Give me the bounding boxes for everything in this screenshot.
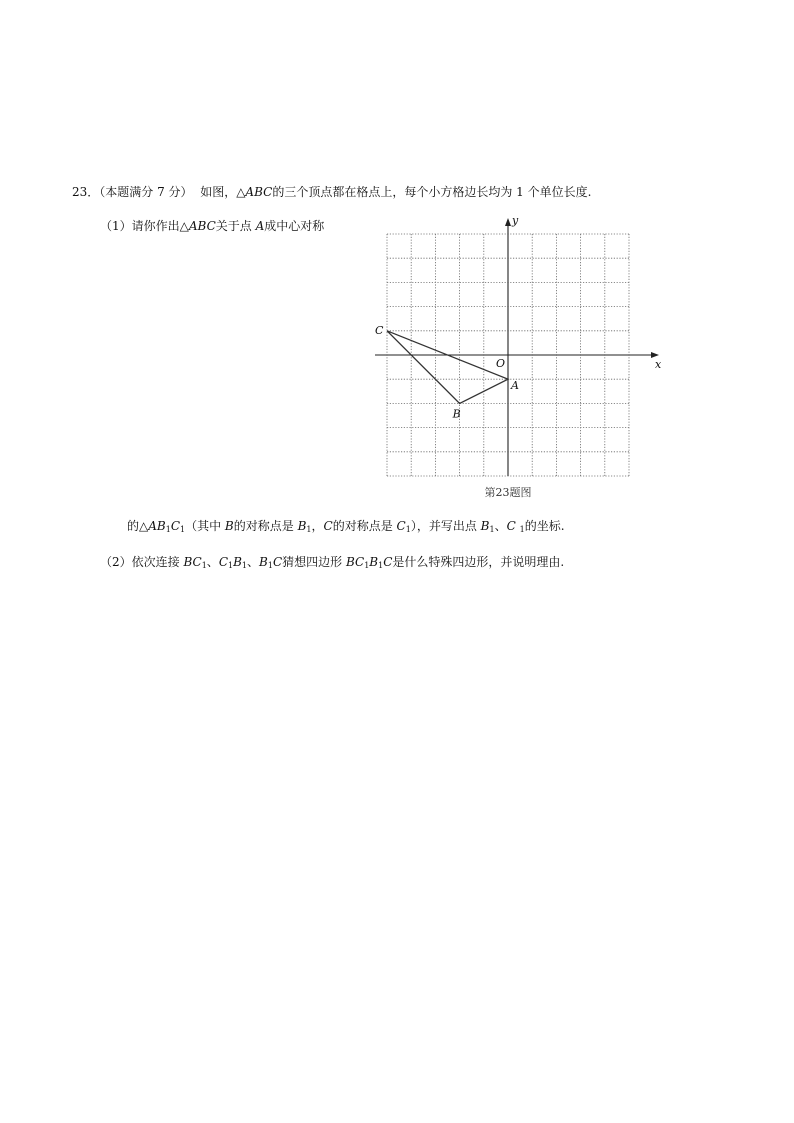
segment-sub: 1 [228,561,234,570]
cont-text: 的△ [127,519,149,533]
part1-point: A [255,219,265,233]
triangle-outline [387,331,508,404]
part2-text-b: 猜想四边形 [282,555,346,569]
cont-tri: AB [148,519,166,533]
triangle-name: ABC [245,185,273,199]
separator: 、 [206,555,219,569]
cont-c-point: C [323,519,333,533]
cont-text: ），并写出点 [410,519,481,533]
cont-sub: 1 [165,525,171,534]
intro-text-rest: 的三个顶点都在格点上，每个小方格边长均为 1 个单位长度. [272,185,592,199]
cont-text: （其中 [185,519,225,533]
score-note: （本题满分 7 分） [99,185,193,199]
coordinate-figure [360,218,670,508]
segment: B [233,555,242,569]
cont-sub: 1 [519,525,525,534]
cont-b1: B [480,519,490,533]
axes [375,218,659,476]
cont-text: 的坐标. [524,519,565,533]
cont-c1: C [396,519,406,533]
question-header [72,184,591,200]
intro-text: 如图，△ [200,185,246,199]
segment-sub: 1 [201,561,207,570]
question-number: 23． [72,185,100,199]
separator: 、 [247,555,260,569]
cont-text: 的对称点是 [332,519,397,533]
triangle-abc [387,331,508,404]
point-c-label: C [375,323,384,337]
part1-text-b: 关于点 [215,219,256,233]
quad-name: BC [345,555,365,569]
point-a-label: A [511,379,519,393]
cont-sub: 1 [180,525,186,534]
cont-sub: 1 [306,525,312,534]
y-axis-label: y [512,218,519,227]
part1-text-c: 成中心对称 [264,219,325,233]
y-axis-arrow [505,218,511,226]
part2-prompt [100,554,564,574]
cont-c: C [170,519,180,533]
part1-prompt [100,218,324,234]
part2-text-c: 是什么特殊四边形，并说明理由. [392,555,565,569]
figure-caption: 第23题图 [484,486,532,499]
origin-label: O [496,357,506,370]
point-labels [375,218,662,420]
segment: C [218,555,228,569]
quad-sub: 1 [364,561,370,570]
part1-label: （1） [100,219,132,233]
part1-triangle: ABC [188,219,216,233]
cont-sub: 1 [405,525,411,534]
segment: BC [183,555,202,569]
segment: B [259,555,268,569]
cont-sub: 1 [489,525,495,534]
point-b-label: B [452,407,461,421]
part2-label: （2） [100,555,132,569]
segment-sub: 1 [241,561,248,570]
cont-b: B [224,519,234,533]
part1-text: 请你作出△ [131,219,189,233]
segment: C [272,555,283,569]
quad-name: C [383,555,393,569]
part2-text: 依次连接 [131,555,184,569]
cont-c1: C [506,519,516,533]
quad-name: B [369,555,379,569]
segment-sub: 1 [267,561,273,570]
part1-continuation [127,518,565,538]
cont-text: 的对称点是 [233,519,298,533]
cont-text: 、 [494,519,507,533]
cont-b1: B [297,519,307,533]
cont-text: ， [311,519,324,533]
quad-sub: 1 [378,561,384,570]
x-axis-label: x [655,358,662,371]
grid-diagram [360,218,670,508]
